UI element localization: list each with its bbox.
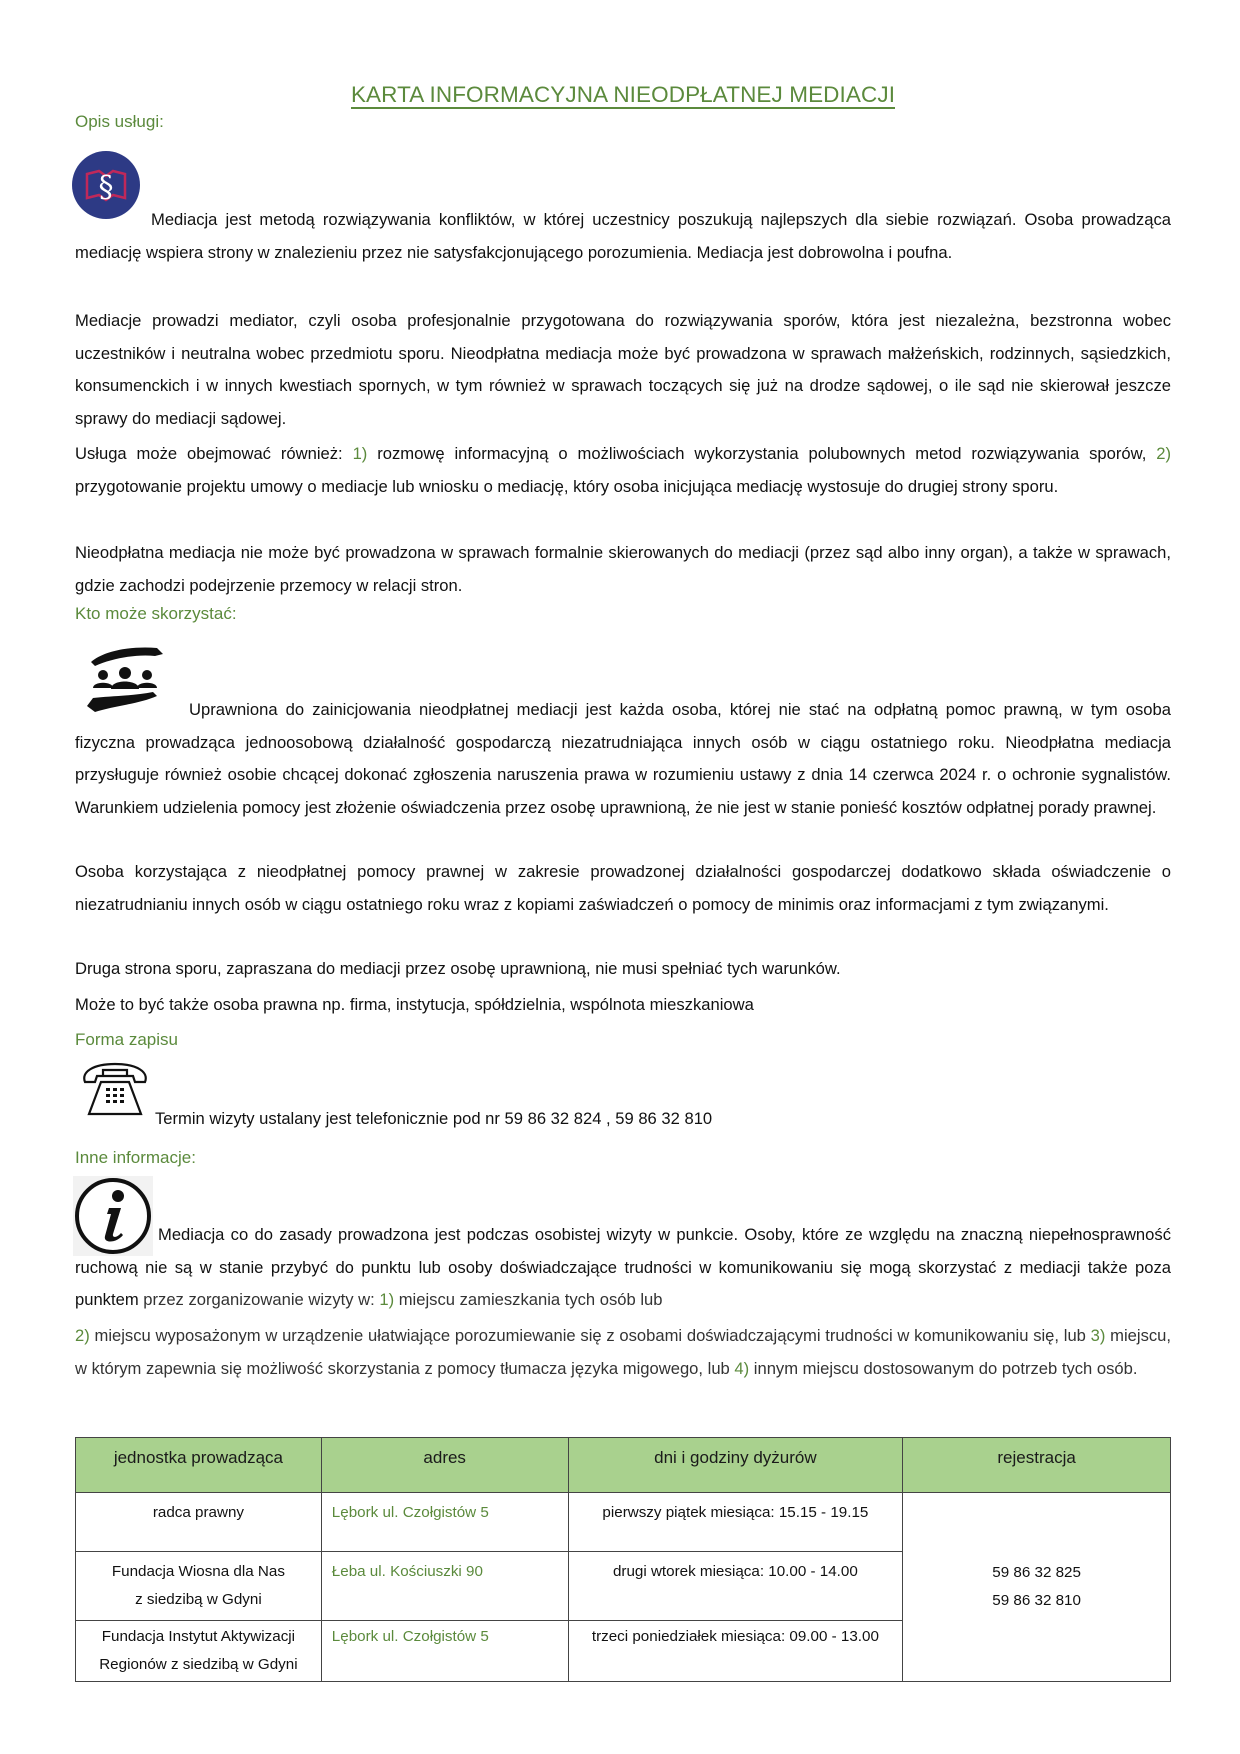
section-label-opis: Opis usługi: — [75, 112, 164, 131]
opis-p3-text-a: Usługa może obejmować również: — [75, 444, 353, 463]
cell-hours: drugi wtorek miesiąca: 10.00 - 14.00 — [568, 1552, 903, 1621]
schedule-table — [75, 1437, 1171, 1682]
section-label-kto: Kto może skorzystać: — [75, 604, 237, 623]
document-title-text: KARTA INFORMACYJNA NIEODPŁATNEJ MEDIACJI — [350, 82, 896, 107]
svg-text:§: § — [98, 170, 114, 205]
opis-paragraph-3 — [75, 438, 1171, 503]
header-hours: dni i godziny dyżurów — [568, 1438, 903, 1493]
opis-paragraph-4: Nieodpłatna mediacja nie może być prowadzona w sprawach formalnie skierowanych do mediacji (przez sąd albo inny organ), a także w sprawach, gdzie zachodzi podejrzenie przemocy w relacji stron. — [75, 543, 1171, 595]
header-address: adres — [321, 1438, 568, 1493]
inne-text-f: innym miejscu dostosowanym do potrzeb tych osób. — [749, 1358, 1138, 1378]
header-registration: rejestracja — [903, 1438, 1171, 1493]
unit-line: radca prawny — [152, 1504, 244, 1521]
cell-unit — [76, 1493, 322, 1552]
inne-text-a: Mediacja co do zasady prowadzona jest podczas osobistej wizyty w punkcie. Osoby, które ze względu na znaczną niepełnosprawność ruchową nie są w stanie przybyć do punktu lub osoby doświadczające trudności w komunikowaniu się mogą skorzystać z mediacji także poza punktem — [75, 1225, 1171, 1310]
list-number-1: 1) — [352, 444, 368, 463]
registration-phone: 59 86 32 810 — [992, 1592, 1081, 1609]
cell-registration — [903, 1493, 1171, 1682]
unit-line: Fundacja Wiosna dla Nas — [111, 1563, 285, 1580]
kto-paragraph-1: Uprawniona do zainicjowania nieodpłatnej mediacji jest każda osoba, której nie stać na odpłatną pomoc prawną, w tym osoba fizyczna prowadząca jednoosobową działalność gospodarczą niezatrudniająca innych osób w ciągu ostatniego roku. Nieodpłatna mediacja przysługuje również osobie chcącej dokonać zgłoszenia naruszenia prawa w rozumieniu ustawy z dnia 14 czerwca 2024 r. o ochronie sygnalistów. Warunkiem udzielenia pomocy jest złożenie oświadczenia przez osobę uprawnioną, że nie jest w stanie ponieść kosztów odpłatnej porady prawnej. — [75, 700, 1171, 817]
header-unit: jednostka prowadząca — [76, 1438, 322, 1493]
table-row — [76, 1493, 1171, 1552]
section-label-inne: Inne informacje: — [75, 1148, 196, 1167]
forma-text: Termin wizyty ustalany jest telefonicznie pod nr 59 86 32 824 , 59 86 32 810 — [155, 1109, 713, 1128]
telephone-icon — [79, 1060, 151, 1127]
inne-text-e: miejscu, w którym zapewnia się możliwość skorzystania z pomocy tłumacza języka migowego, lub — [75, 1326, 1172, 1378]
list-number-1: 1) — [379, 1290, 395, 1310]
opis-p3-text-b: rozmowę informacyjną o możliwościach wykorzystania polubownych metod rozwiązywania sporów, — [367, 444, 1157, 463]
unit-line: Regionów z siedzibą w Gdyni — [99, 1656, 298, 1673]
kto-paragraph-3: Druga strona sporu, zapraszana do mediacji przez osobę uprawnioną, nie musi spełniać tych warunków. — [75, 959, 841, 978]
cell-address: Łeba ul. Kościuszki 90 — [321, 1552, 568, 1621]
list-number-4: 4) — [734, 1358, 750, 1378]
cell-address: Lębork ul. Czołgistów 5 — [321, 1493, 568, 1552]
inne-text-b: przez zorganizowanie wizyty w: — [138, 1290, 380, 1310]
list-number-3: 3) — [1090, 1326, 1106, 1345]
registration-phone: 59 86 32 825 — [992, 1564, 1081, 1581]
cell-address: Lębork ul. Czołgistów 5 — [321, 1621, 568, 1682]
opis-paragraph-2: Mediacje prowadzi mediator, czyli osoba profesjonalnie przygotowana do rozwiązywania sporów, która jest niezależna, bezstronna wobec uczestników i neutralna wobec przedmiotu sporu. Nieodpłatna mediacja może być prowadzona w sprawach małżeńskich, rodzinnych, sąsiedzkich, konsumenckich i w innych kwestiach spornych, w tym również w sprawach toczących się już na drodze sądowej, o ile sąd nie skierował jeszcze sprawy do mediacji sądowej. — [75, 311, 1171, 428]
section-label-forma: Forma zapisu — [75, 1030, 178, 1049]
table-header-row — [76, 1438, 1171, 1493]
inne-paragraph — [75, 1219, 1171, 1317]
inne-paragraph-cont — [75, 1320, 1171, 1385]
cell-hours: trzeci poniedziałek miesiąca: 09.00 - 13.00 — [568, 1621, 903, 1682]
opis-p3-text-c: przygotowanie projektu umowy o mediacje lub wniosku o mediację, który osoba inicjująca mediację wystosuje do drugiej strony sporu. — [75, 476, 1059, 496]
cell-hours: pierwszy piątek miesiąca: 15.15 - 19.15 — [568, 1493, 903, 1552]
inne-text-d: miejscu wyposażonym w urządzenie ułatwiające porozumiewanie się z osobami doświadczającymi trudności w komunikowaniu się, lub — [89, 1326, 1091, 1345]
unit-line: Fundacja Instytut Aktywizacji — [101, 1628, 296, 1645]
cell-unit — [76, 1552, 322, 1621]
list-number-2: 2) — [1156, 444, 1171, 463]
kto-paragraph-2: Osoba korzystająca z nieodpłatnej pomocy prawnej w zakresie prowadzonej działalności gospodarczej dodatkowo składa oświadczenie o niezatrudnianiu innych osób w ciągu ostatniego roku wraz z kopiami zaświadczeń o pomocy de minimis oraz informacjami z tym związanymi. — [75, 862, 1171, 914]
cell-unit — [76, 1621, 322, 1682]
opis-paragraph-1: Mediacja jest metodą rozwiązywania konfliktów, w której uczestnicy poszukują najlepszych dla siebie rozwiązań. Osoba prowadząca mediację wspiera strony w znalezieniu przez nie satysfakcjonującego porozumienia. Mediacja jest dobrowolna i poufna. — [75, 210, 1171, 262]
unit-line: z siedzibą w Gdyni — [135, 1591, 262, 1608]
inne-text-c: miejscu zamieszkania tych osób lub — [394, 1290, 663, 1310]
list-number-2: 2) — [75, 1326, 90, 1345]
document-title — [75, 82, 1171, 108]
kto-paragraph-4: Może to być także osoba prawna np. firma, instytucja, spółdzielnia, wspólnota mieszkaniowa — [75, 995, 754, 1014]
